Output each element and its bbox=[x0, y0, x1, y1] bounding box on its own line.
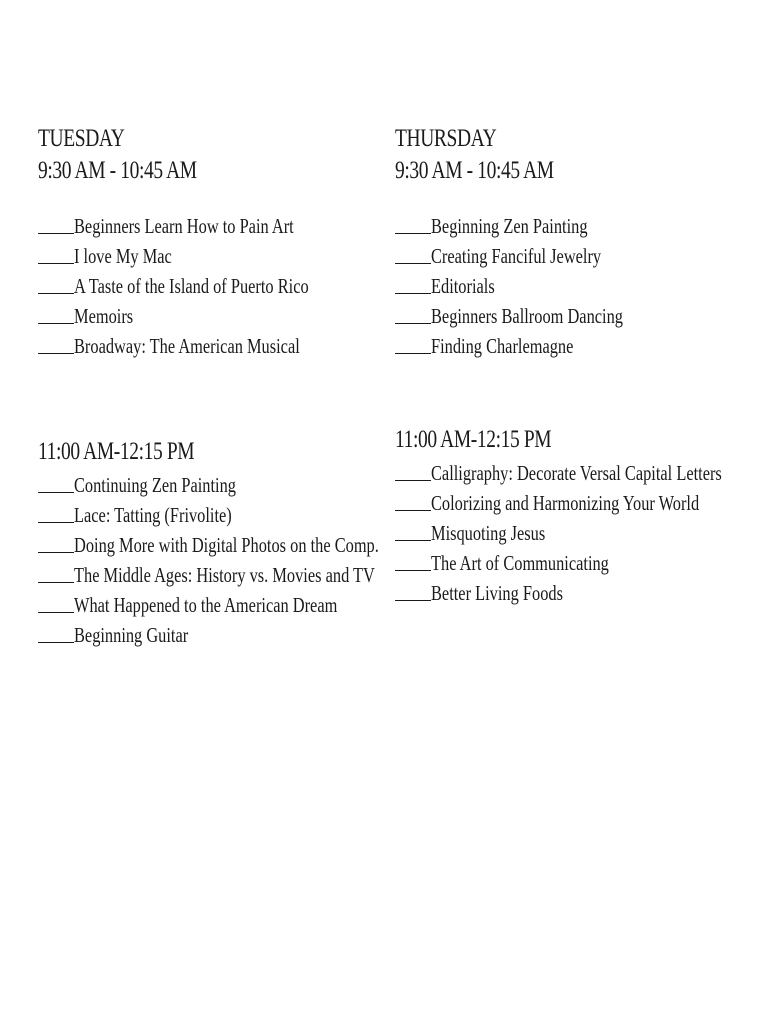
checkbox-blank[interactable] bbox=[395, 262, 431, 264]
class-list-thursday-morning bbox=[395, 209, 677, 359]
class-item[interactable]: Calligraphy: Decorate Versal Capital Letters bbox=[395, 456, 770, 486]
class-list-thursday-late bbox=[395, 456, 770, 606]
checkbox-blank[interactable] bbox=[38, 521, 74, 523]
class-item[interactable]: A Taste of the Island of Puerto Rico bbox=[38, 269, 375, 299]
checkbox-blank[interactable] bbox=[395, 599, 431, 601]
class-item[interactable]: Beginning Guitar bbox=[38, 618, 465, 648]
class-item[interactable]: Beginners Learn How to Pain Art bbox=[38, 209, 375, 239]
class-item[interactable]: Memoirs bbox=[38, 299, 375, 329]
class-item[interactable]: Broadway: The American Musical bbox=[38, 329, 375, 359]
checkbox-blank[interactable] bbox=[395, 292, 431, 294]
class-item[interactable]: The Middle Ages: History vs. Movies and TV bbox=[38, 558, 465, 588]
session-time-tuesday-morning: 9:30 AM - 10:45 AM bbox=[38, 157, 197, 184]
class-item[interactable]: Better Living Foods bbox=[395, 576, 770, 606]
checkbox-blank[interactable] bbox=[395, 479, 431, 481]
day-heading-thursday: THURSDAY bbox=[395, 125, 497, 152]
checkbox-blank[interactable] bbox=[38, 322, 74, 324]
session-time-tuesday-late: 11:00 AM-12:15 PM bbox=[38, 438, 195, 465]
checkbox-blank[interactable] bbox=[38, 641, 74, 643]
session-time-thursday-late: 11:00 AM-12:15 PM bbox=[395, 426, 552, 453]
class-item[interactable]: Misquoting Jesus bbox=[395, 516, 770, 546]
class-item[interactable]: Finding Charlemagne bbox=[395, 329, 677, 359]
checkbox-blank[interactable] bbox=[38, 352, 74, 354]
day-heading-tuesday: TUESDAY bbox=[38, 125, 125, 152]
session-time-thursday-morning: 9:30 AM - 10:45 AM bbox=[395, 157, 554, 184]
class-item[interactable]: Editorials bbox=[395, 269, 677, 299]
checkbox-blank[interactable] bbox=[38, 581, 74, 583]
checkbox-blank[interactable] bbox=[38, 551, 74, 553]
thursday-morning-block bbox=[395, 123, 677, 359]
checkbox-blank[interactable] bbox=[395, 352, 431, 354]
checkbox-blank[interactable] bbox=[38, 292, 74, 294]
checkbox-blank[interactable] bbox=[395, 569, 431, 571]
class-item[interactable]: Lace: Tatting (Frivolite) bbox=[38, 498, 465, 528]
class-item[interactable]: Continuing Zen Painting bbox=[38, 468, 465, 498]
class-item[interactable]: Doing More with Digital Photos on the Comp. bbox=[38, 528, 465, 558]
checkbox-blank[interactable] bbox=[38, 491, 74, 493]
checkbox-blank[interactable] bbox=[395, 322, 431, 324]
class-item[interactable]: What Happened to the American Dream bbox=[38, 588, 465, 618]
thursday-late-morning-block bbox=[395, 424, 770, 606]
checkbox-blank[interactable] bbox=[38, 232, 74, 234]
checkbox-blank[interactable] bbox=[38, 611, 74, 613]
class-item[interactable]: Colorizing and Harmonizing Your World bbox=[395, 486, 770, 516]
class-item[interactable]: Beginning Zen Painting bbox=[395, 209, 677, 239]
class-item[interactable]: Creating Fanciful Jewelry bbox=[395, 239, 677, 269]
checkbox-blank[interactable] bbox=[395, 232, 431, 234]
class-list-tuesday-morning bbox=[38, 209, 375, 359]
checkbox-blank[interactable] bbox=[395, 509, 431, 511]
checkbox-blank[interactable] bbox=[38, 262, 74, 264]
checkbox-blank[interactable] bbox=[395, 539, 431, 541]
class-item[interactable]: The Art of Communicating bbox=[395, 546, 770, 576]
class-item[interactable]: I love My Mac bbox=[38, 239, 375, 269]
class-item[interactable]: Beginners Ballroom Dancing bbox=[395, 299, 677, 329]
tuesday-morning-block bbox=[38, 123, 375, 359]
